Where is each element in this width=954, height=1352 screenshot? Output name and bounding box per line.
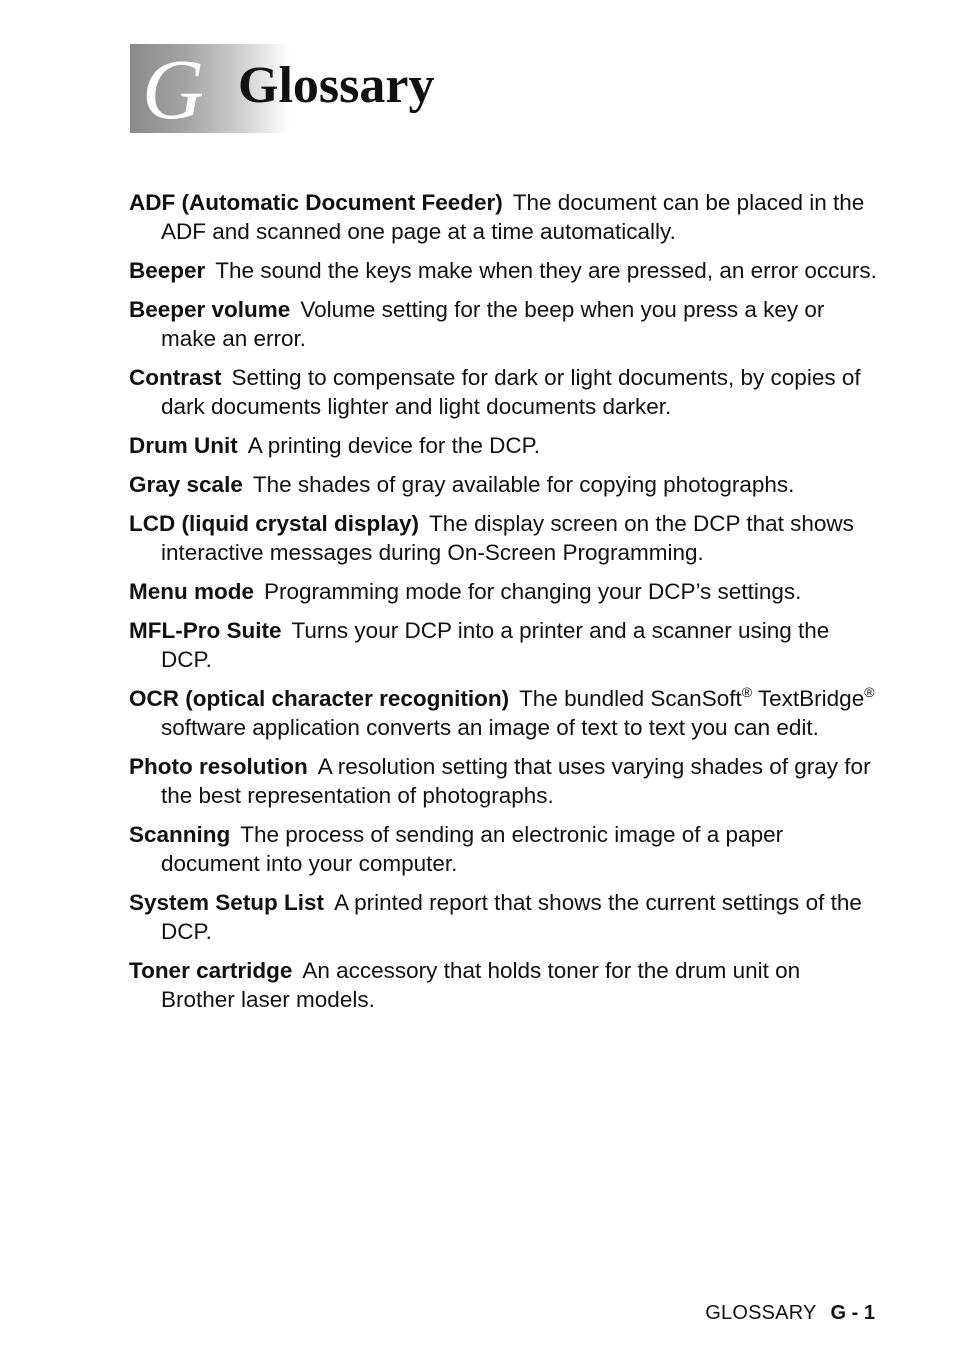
glossary-term: LCD (liquid crystal display) xyxy=(129,511,420,536)
glossary-term: MFL-Pro Suite xyxy=(129,618,282,643)
glossary-entry xyxy=(129,820,879,878)
glossary-definition: The document can be placed in the ADF and scanned one page at a time automatically. xyxy=(161,190,865,244)
glossary-entry xyxy=(129,956,879,1014)
footer-section-label: GLOSSARY xyxy=(705,1302,817,1324)
glossary-term: Gray scale xyxy=(129,472,243,497)
glossary-definition: The process of sending an electronic image of a paper document into your computer. xyxy=(161,822,784,876)
glossary-entry xyxy=(129,509,879,567)
glossary-definition: The bundled ScanSoft® TextBridge® software application converts an image of text to text you can edit. xyxy=(161,684,875,740)
chapter-header xyxy=(130,41,550,137)
page-number: G - 1 xyxy=(830,1302,875,1324)
glossary-definition: Programming mode for changing your DCP’s settings. xyxy=(264,579,802,604)
registered-mark: ® xyxy=(864,684,875,700)
glossary-entry xyxy=(129,616,879,674)
glossary-term: Toner cartridge xyxy=(129,958,293,983)
glossary-entry xyxy=(129,188,879,246)
page-footer xyxy=(705,1300,875,1326)
glossary-term: Drum Unit xyxy=(129,433,238,458)
glossary-definition: A printed report that shows the current settings of the DCP. xyxy=(161,890,862,944)
glossary-definition: Setting to compensate for dark or light documents, by copies of dark documents lighter and light documents darker. xyxy=(161,365,861,419)
glossary-entry xyxy=(129,752,879,810)
glossary-definition: An accessory that holds toner for the drum unit on Brother laser models. xyxy=(161,958,801,1012)
registered-mark: ® xyxy=(741,684,753,700)
glossary-term: Beeper xyxy=(129,258,206,283)
glossary-definition: The display screen on the DCP that shows interactive messages during On-Screen Programming. xyxy=(161,511,854,565)
glossary-definition: Turns your DCP into a printer and a scanner using the DCP. xyxy=(161,618,830,672)
glossary-term: Photo resolution xyxy=(129,754,308,779)
glossary-definition: A printing device for the DCP. xyxy=(247,433,540,458)
chapter-letter: G xyxy=(142,41,205,137)
glossary-entry xyxy=(129,295,879,353)
glossary-definition: Volume setting for the beep when you press a key or make an error. xyxy=(161,297,825,351)
glossary-definition: A resolution setting that uses varying shades of gray for the best representation of photographs. xyxy=(161,754,871,808)
glossary-entry xyxy=(129,577,879,606)
glossary-definition: The shades of gray available for copying photographs. xyxy=(252,472,795,497)
glossary-term: OCR (optical character recognition) xyxy=(129,686,510,711)
glossary-entry xyxy=(129,363,879,421)
glossary-entry xyxy=(129,470,879,499)
glossary-list xyxy=(129,188,879,1024)
glossary-term: ADF (Automatic Document Feeder) xyxy=(129,190,503,215)
glossary-term: Beeper volume xyxy=(129,297,291,322)
glossary-term: Menu mode xyxy=(129,579,255,604)
glossary-entry xyxy=(129,431,879,460)
glossary-term: Scanning xyxy=(129,822,231,847)
glossary-definition: The sound the keys make when they are pressed, an error occurs. xyxy=(215,258,877,283)
glossary-term: System Setup List xyxy=(129,890,325,915)
glossary-term: Contrast xyxy=(129,365,222,390)
glossary-entry xyxy=(129,256,879,285)
glossary-entry xyxy=(129,684,879,742)
glossary-entry xyxy=(129,888,879,946)
page-title: Glossary xyxy=(238,57,435,114)
